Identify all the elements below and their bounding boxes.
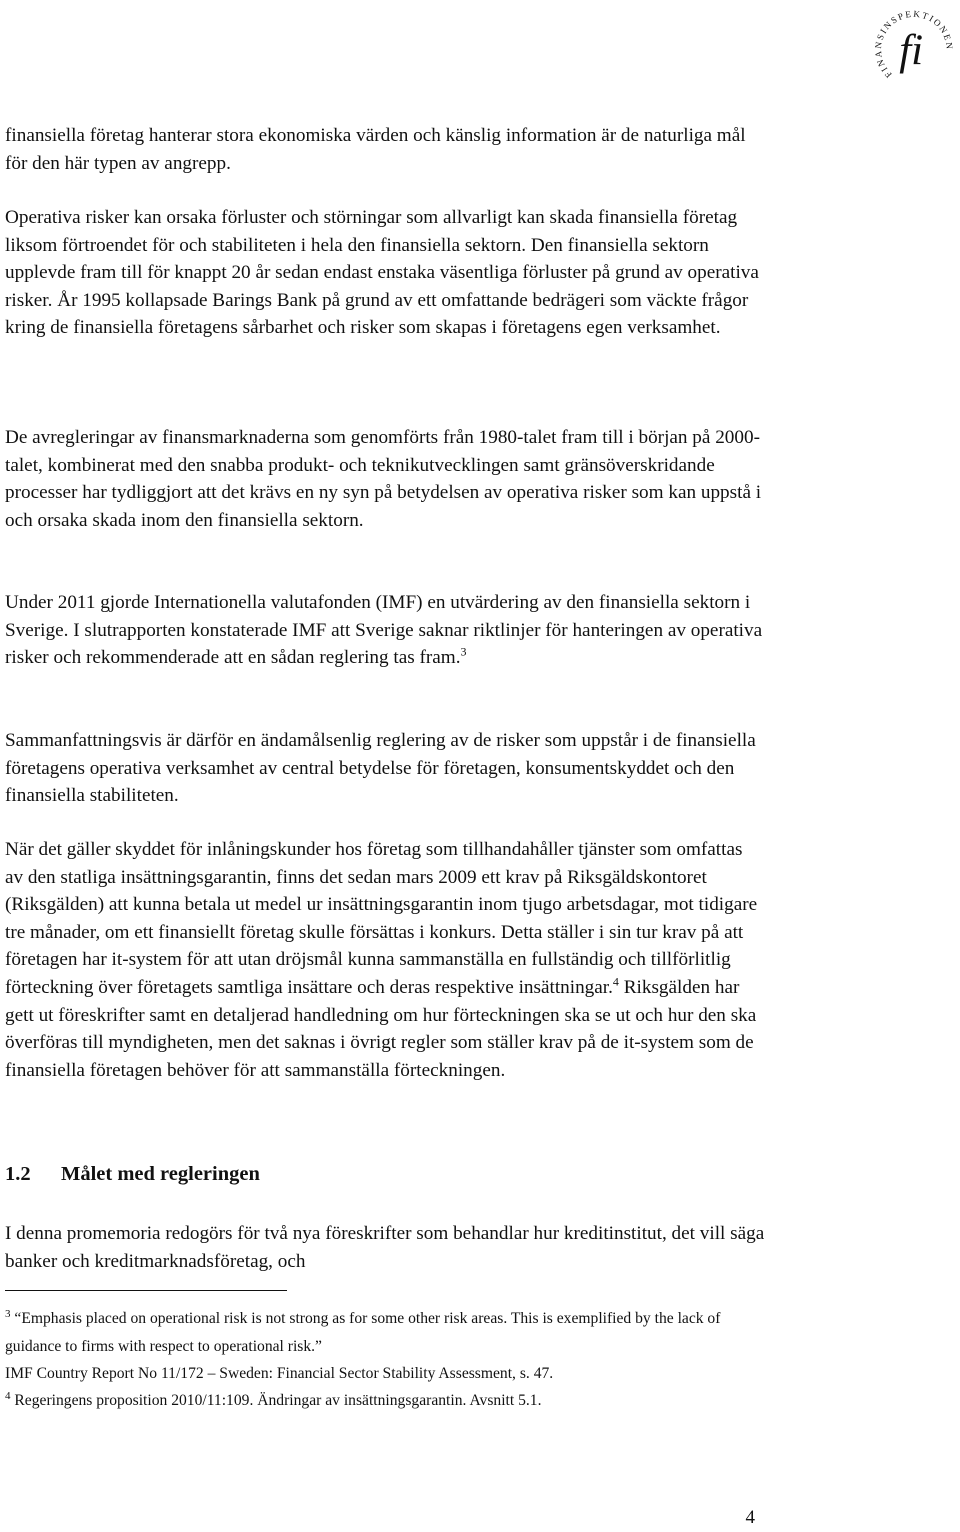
- paragraph-1: finansiella företag hanterar stora ekonomiska värden och känslig information är de naturliga mål för den här typen av angrepp.: [5, 125, 746, 174]
- section-number: 1.2: [5, 1163, 31, 1185]
- section-heading: [5, 1163, 260, 1186]
- footnote-4: [5, 1387, 765, 1415]
- paragraph-4: [5, 589, 765, 672]
- footnote-3-source: IMF Country Report No 11/172 – Sweden: Financial Sector Stability Assessment, s. 47.: [5, 1365, 554, 1382]
- paragraph-2: Operativa risker kan orsaka förluster och störningar som allvarligt kan skada finansiella företag liksom förtroendet för och stabiliteten i hela den finansiella sektorn. Den finansiella sektorn upplevde fram till för knappt 20 år sedan endast enstaka väsentliga förluster på grund av operativa risker. År 1995 kollapsade Barings Bank på grund av ett omfattande bedrägeri som väckte frågor kring de finansiella företagens sårbarhet och risker som skapas i företagens egen verksamhet.: [5, 207, 759, 339]
- paragraph-4-text: Under 2011 gjorde Internationella valutafonden (IMF) en utvärdering av den finansiella sektorn i Sverige. I slutrapporten konstaterade IMF att Sverige saknar riktlinjer för hanteringen av operativa risker och rekommenderade att en sådan reglering tas fram.: [5, 592, 763, 669]
- paragraph-6: [5, 836, 765, 1084]
- footnote-separator: [5, 1290, 287, 1291]
- logo-ring-text: FINANSINSPEKTIONEN: [872, 8, 955, 80]
- footnote-4-text: Regeringens proposition 2010/11:109. Ändringar av insättningsgarantin. Avsnitt 5.1.: [14, 1392, 542, 1409]
- footnote-3: [5, 1305, 765, 1360]
- finansinspektionen-logo: [870, 2, 956, 88]
- paragraph-3: De avregleringar av finansmarknaderna som genomförts från 1980-talet fram till i början på 2000-talet, kombinerat med den snabba produkt- och teknikutvecklingen samt gränsöverskridande processer har tydliggjort att det krävs en ny syn på betydelsen av operativa risker som kan uppstå i och orsaka skada inom den finansiella sektorn.: [5, 427, 762, 531]
- paragraph-7: I denna promemoria redogörs för två nya föreskrifter som behandlar hur kreditinstitut, det vill säga banker och kreditmarknadsföretag, och: [5, 1223, 765, 1272]
- page-number: 4: [745, 1507, 755, 1528]
- paragraph-6-text-a: När det gäller skyddet för inlåningskunder hos företag som tillhandahåller tjänster som omfattas av den statliga insättningsgarantin, finns det sedan mars 2009 ett krav på Riksgäldskontoret (Riksgälden) att kunna betala ut medel ur insättningsgarantin inom tjugo arbetsdagar, mot tidigare tre månader, om ett finansiellt företag skulle försättas i konkurs. Detta ställer i sin tur krav på att företagen har it-system för att utan dröjsmål kunna sammanställa en fullständig och tillförlitlig förteckning över företagets samtliga insättare och deras respektive insättningar.: [5, 839, 758, 998]
- footnote-3-quote: “Emphasis placed on operational risk is not strong as for some other risk areas. This is exemplified by the lack of guidance to firms with respect to operational risk.”: [5, 1310, 721, 1355]
- paragraph-5: Sammanfattningsvis är därför en ändamålsenlig reglering av de risker som uppstår i de finansiella företagens operativa verksamhet av central betydelse för företagen, konsumentskyddet och den finansiella stabiliteten.: [5, 730, 756, 807]
- footnote-ref-3: 3: [460, 644, 467, 659]
- footnote-ref-4: 4: [612, 974, 619, 989]
- paragraph-6-text-b: Riksgälden har gett ut föreskrifter samt en detaljerad handledning om hur förteckningen ska se ut och hur den ska överföras till myndigheten, men det saknas i övrigt regler som ställer krav på de it-system som de finansiella företagen behöver för att sammanställa förteckningen.: [5, 976, 757, 1081]
- section-title: Målet med regleringen: [61, 1163, 260, 1185]
- footnote-3-marker: 3: [5, 1307, 11, 1320]
- logo-mark: fi: [899, 26, 924, 74]
- footnote-4-marker: 4: [5, 1389, 11, 1402]
